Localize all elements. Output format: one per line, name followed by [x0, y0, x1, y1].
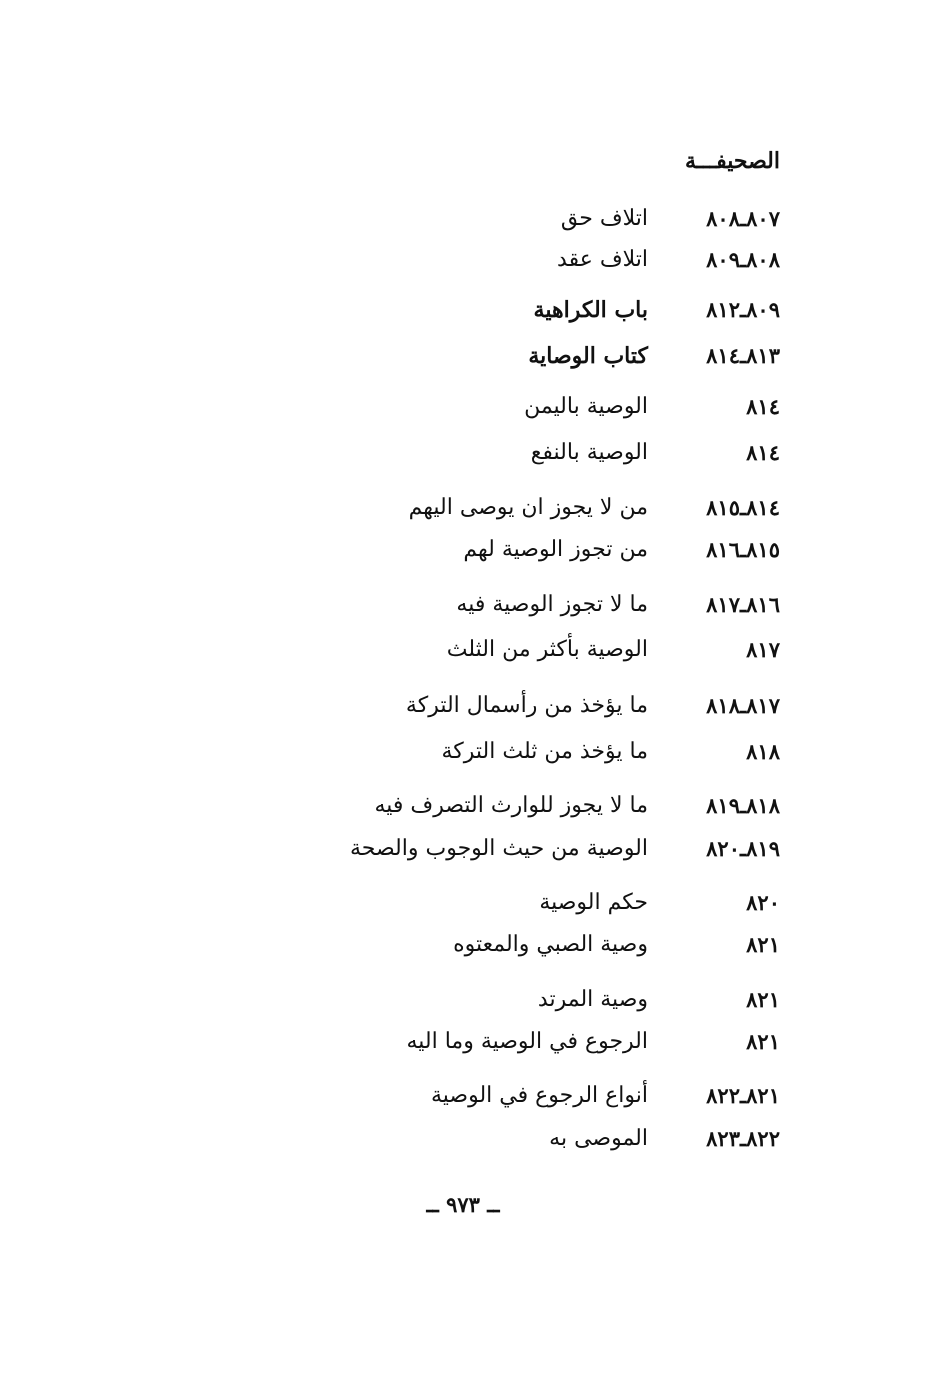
entry-title: وصية الصبي والمعتوه [453, 932, 648, 957]
toc-entry [180, 293, 780, 327]
page-range: ٨١٤ـ٨١٥ [706, 495, 780, 520]
toc-entry [180, 339, 780, 373]
toc-entry [180, 689, 780, 723]
entry-title: ما يؤخذ من رأسمال التركة [405, 693, 648, 718]
toc-entry [180, 983, 780, 1017]
page-range: ٨١٥ـ٨١٦ [706, 537, 780, 562]
entry-title: الوصية بأكثر من الثلث [446, 637, 648, 662]
entry-title: حكم الوصية [539, 890, 648, 915]
page-range: ٨٢٠ [746, 890, 780, 915]
page-range: ٨١٧ [746, 637, 780, 662]
page-range: ٨١٩ـ٨٢٠ [706, 836, 780, 861]
page-range: ٨٠٧ـ٨٠٨ [706, 206, 780, 231]
page-number: ــ ٩٧٣ ــ [426, 1192, 500, 1217]
toc-entry [180, 832, 780, 866]
toc-entry [180, 633, 780, 667]
page-range: ٨٠٩ـ٨١٢ [706, 297, 780, 322]
toc-entry [180, 491, 780, 525]
page-range: ٨١٤ [746, 440, 780, 465]
entry-title: وصية المرتد [537, 987, 648, 1012]
column-header: الصحيفـــة [685, 148, 780, 174]
entry-title: الوصية من حيث الوجوب والصحة [349, 836, 648, 861]
entry-title: من لا يجوز ان يوصى اليهم [408, 495, 648, 520]
page-range: ٨١٧ـ٨١٨ [706, 693, 780, 718]
page-range: ٨٠٨ـ٨٠٩ [706, 247, 780, 272]
page-range: ٨٢١ [746, 1029, 780, 1054]
page-range: ٨٢١ [746, 932, 780, 957]
page-range: ٨٢١ـ٨٢٢ [706, 1083, 780, 1108]
toc-entry [180, 1079, 780, 1113]
entry-title: ما لا يجوز للوارث التصرف فيه [374, 793, 648, 818]
entry-title: أنواع الرجوع في الوصية [430, 1083, 648, 1108]
entry-title: الرجوع في الوصية وما اليه [406, 1029, 648, 1054]
toc-entry [180, 735, 780, 769]
toc-entry [180, 1122, 780, 1156]
toc-entry [180, 886, 780, 920]
page-range: ٨١٨ [746, 739, 780, 764]
toc-entry [180, 436, 780, 470]
page-range: ٨٢٢ـ٨٢٣ [706, 1126, 780, 1151]
page-range: ٨١٦ـ٨١٧ [706, 592, 780, 617]
entry-title: اتلاف عقد [557, 247, 648, 272]
page-range: ٨٢١ [746, 987, 780, 1012]
entry-title: ما لا تجوز الوصية فيه [456, 592, 648, 617]
entry-title: من تجوز الوصية لهم [463, 537, 648, 562]
toc-entry [180, 243, 780, 277]
toc-entry [180, 533, 780, 567]
entry-title: اتلاف حق [560, 206, 648, 231]
toc-entry [180, 588, 780, 622]
page-range: ٨١٣ـ٨١٤ [706, 343, 780, 368]
toc-entry [180, 202, 780, 236]
entry-title: الوصية باليمن [524, 394, 648, 419]
page-range: ٨١٤ [746, 394, 780, 419]
toc-entry [180, 1025, 780, 1059]
entry-title: ما يؤخذ من ثلث التركة [441, 739, 648, 764]
page-range: ٨١٨ـ٨١٩ [706, 793, 780, 818]
toc-entry [180, 789, 780, 823]
entry-title: الوصية بالنفع [530, 440, 648, 465]
entry-title: باب الكراهية [533, 297, 648, 323]
toc-entry [180, 928, 780, 962]
toc-entry [180, 390, 780, 424]
entry-title: كتاب الوصاية [528, 343, 648, 369]
entry-title: الموصى به [549, 1126, 648, 1151]
